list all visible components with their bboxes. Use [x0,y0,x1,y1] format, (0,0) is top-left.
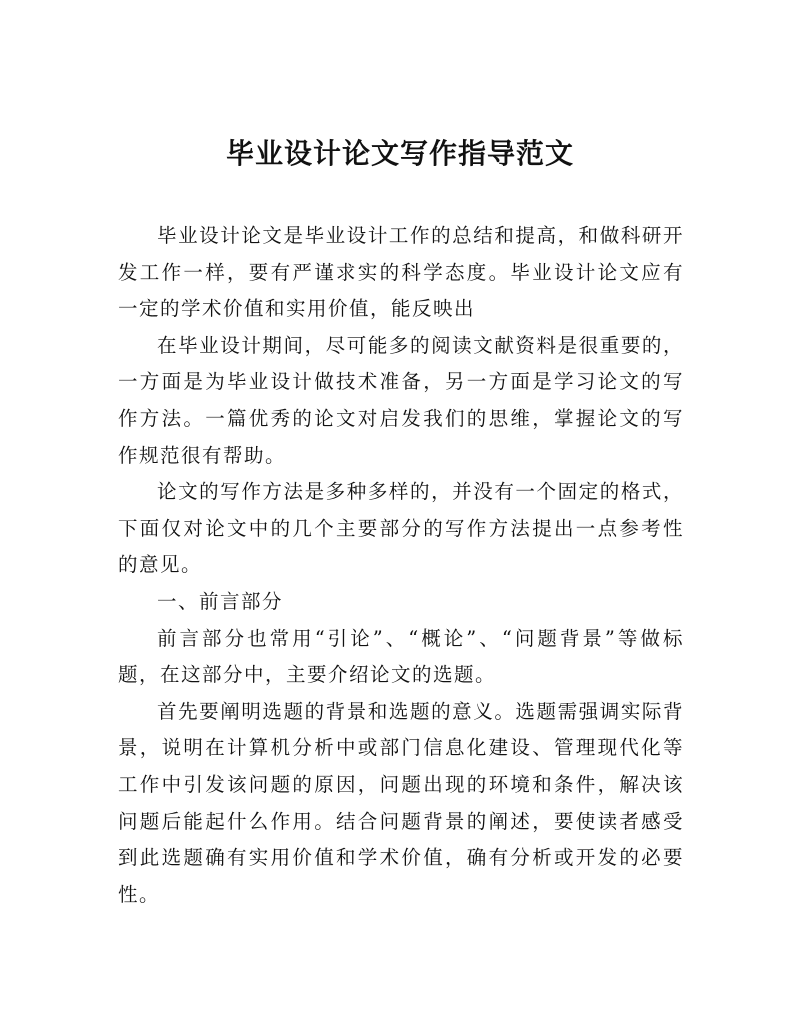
section-heading-preface: 一、前言部分 [157,589,284,613]
paragraph-intro: 毕业设计论文是毕业设计工作的总结和提高，和做科研开发工作一样，要有严谨求实的科学态度。毕业设计论文应有一定的学术价值和实用价值，能反映出 [118,224,684,321]
paragraph-methods: 论文的写作方法是多种多样的，并没有一个固定的格式，下面仅对论文中的几个主要部分的写作方法提出一点参考性的意见。 [118,480,684,577]
paragraph-literature: 在毕业设计期间，尽可能多的阅读文献资料是很重要的，一方面是为毕业设计做技术准备，另一方面是学习论文的写作方法。一篇优秀的论文对启发我们的思维，掌握论文的写作规范很有帮助。 [118,333,684,467]
paragraph-preface: 前言部分也常用“引论”、“概论”、“问题背景”等做标题，在这部分中，主要介绍论文的选题。 [118,626,684,687]
document-title: 毕业设计论文写作指导范文 [225,137,574,170]
paragraph-background: 首先要阐明选题的背景和选题的意义。选题需强调实际背景，说明在计算机分析中或部门信息化建设、管理现代化等工作中引发该问题的原因，问题出现的环境和条件，解决该问题后能起什么作用。结合问题背景的阐述，要使读者感受到此选题确有实用价值和学术价值，确有分析或开发的必要性。 [118,699,684,906]
document-body [118,218,684,913]
